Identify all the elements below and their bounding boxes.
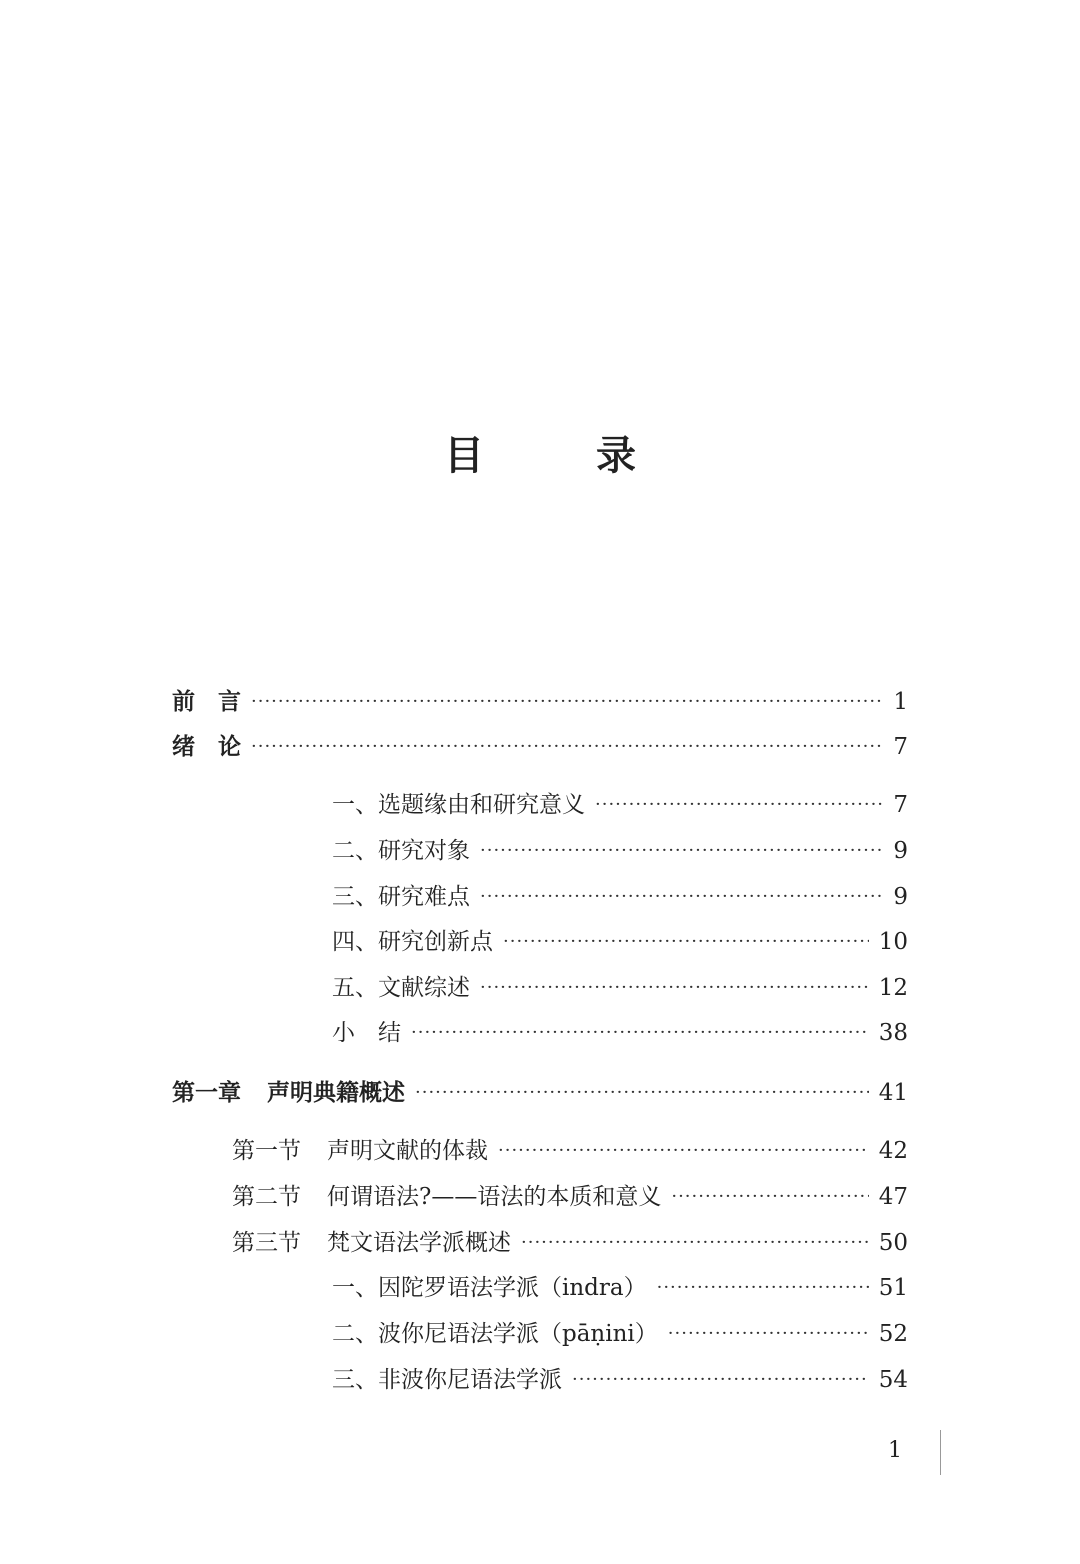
toc-entry-label: 一、选题缘由和研究意义 (332, 792, 585, 818)
toc-entry-label: 一、因陀罗语法学派（indra） (332, 1275, 647, 1301)
toc-page-number: 54 (878, 1367, 908, 1393)
toc-entry-label: 五、文献综述 (332, 975, 470, 1001)
toc-page-number: 10 (878, 929, 908, 955)
toc-leader-dots (251, 686, 883, 718)
toc-entry-panini-school[interactable] (332, 1318, 908, 1350)
toc-entry-label: 三、非波你尼语法学派 (332, 1367, 562, 1393)
toc-leader-dots (251, 731, 883, 763)
toc-entry-research-difficulty[interactable] (332, 881, 908, 913)
margin-rule (940, 1430, 941, 1475)
toc-page-number: 41 (878, 1080, 908, 1106)
toc-page-number: 52 (878, 1321, 908, 1347)
toc-section-title: 何谓语法?——语法的本质和意义 (327, 1184, 662, 1210)
toc-page-number: 50 (878, 1230, 908, 1256)
toc-entry-section-2[interactable] (232, 1181, 908, 1213)
toc-leader-dots (503, 926, 869, 958)
toc-entry-label (232, 1227, 511, 1259)
toc-section-number: 第一节 (232, 1138, 301, 1164)
toc-entry-label (232, 1135, 488, 1167)
page-folio-number: 1 (888, 1438, 902, 1463)
toc-entry-summary[interactable] (332, 1017, 908, 1049)
toc-leader-dots (480, 835, 883, 867)
toc-entry-label (172, 1077, 405, 1109)
toc-entry-non-panini-school[interactable] (332, 1364, 908, 1396)
toc-leader-dots (415, 1077, 869, 1109)
toc-entry-innovation[interactable] (332, 926, 908, 958)
toc-page-number: 51 (878, 1275, 908, 1301)
toc-chapter-title: 声明典籍概述 (267, 1079, 405, 1106)
toc-leader-dots (480, 972, 869, 1004)
toc-entry-section-1[interactable] (232, 1135, 908, 1167)
toc-page-number: 47 (878, 1184, 908, 1210)
toc-leader-dots (480, 881, 883, 913)
toc-entry-research-object[interactable] (332, 835, 908, 867)
toc-entry-literature-review[interactable] (332, 972, 908, 1004)
toc-page-number: 42 (878, 1138, 908, 1164)
toc-entry-label: 二、研究对象 (332, 838, 470, 864)
toc-section-number: 第二节 (232, 1184, 301, 1210)
toc-entry-topic-reason[interactable] (332, 789, 908, 821)
toc-entry-label (232, 1181, 661, 1213)
toc-entry-label: 绪 论 (172, 733, 241, 760)
toc-leader-dots (498, 1135, 869, 1167)
toc-section-number: 第三节 (232, 1230, 301, 1256)
toc-page-number: 12 (878, 975, 908, 1001)
toc-section-title: 声明文献的体裁 (327, 1138, 488, 1164)
toc-page-number: 38 (878, 1020, 908, 1046)
toc-leader-dots (671, 1181, 868, 1213)
toc-page-number: 1 (893, 689, 908, 715)
toc-entry-label: 二、波你尼语法学派（pāṇini） (332, 1321, 658, 1347)
toc-page-number: 7 (893, 792, 908, 818)
toc-entry-indra-school[interactable] (332, 1272, 908, 1304)
page-title: 目 录 (444, 432, 672, 479)
toc-leader-dots (668, 1318, 869, 1350)
toc-leader-dots (521, 1227, 869, 1259)
toc-entry-section-3[interactable] (232, 1227, 908, 1259)
toc-entry-introduction[interactable] (172, 731, 908, 763)
toc-page-number: 9 (893, 884, 908, 910)
toc-page-number: 7 (893, 734, 908, 760)
toc-entry-label: 小 结 (332, 1020, 401, 1046)
toc-leader-dots (595, 789, 883, 821)
toc-chapter-number: 第一章 (172, 1079, 241, 1106)
toc-entry-chapter-1[interactable] (172, 1077, 908, 1109)
toc-section-title: 梵文语法学派概述 (327, 1230, 511, 1256)
toc-entry-label: 前 言 (172, 688, 241, 715)
toc-leader-dots (411, 1017, 869, 1049)
toc-leader-dots (572, 1364, 869, 1396)
toc-entry-label: 三、研究难点 (332, 884, 470, 910)
toc-entry-label: 四、研究创新点 (332, 929, 493, 955)
toc-leader-dots (657, 1272, 869, 1304)
toc-page-number: 9 (893, 838, 908, 864)
toc-entry-preface[interactable] (172, 686, 908, 718)
